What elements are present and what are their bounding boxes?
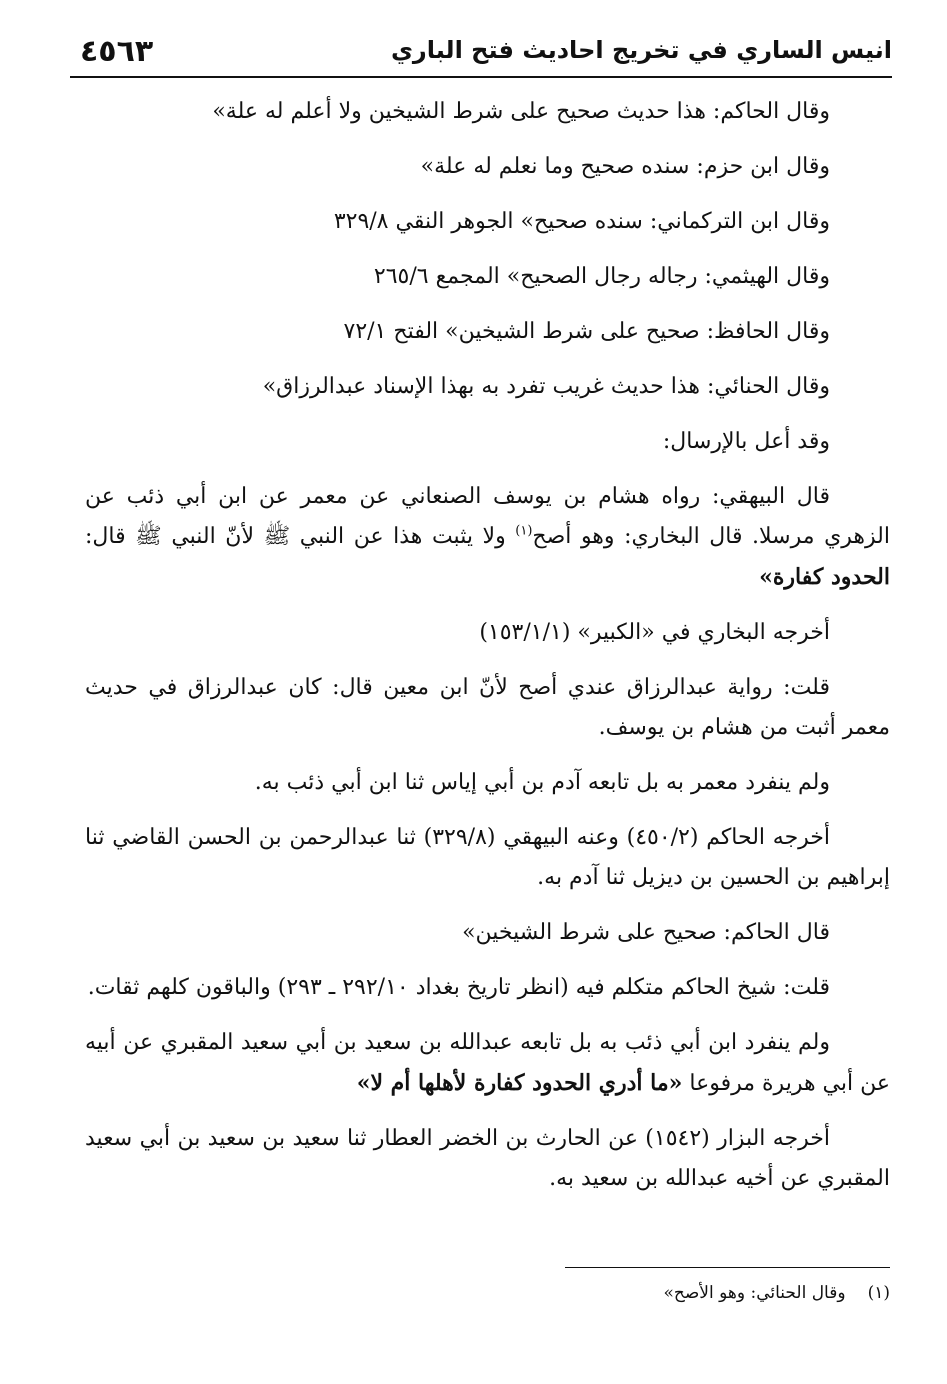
paragraph-text: قال البيهقي: رواه هشام بن يوسف الصنعاني عن معمر عن ابن أبي ذئب عن الزهري مرسلا. قال البخاري: وهو أصح <box>85 484 890 549</box>
paragraph: وقال الحافظ: صحيح على شرط الشيخين» الفتح ٧٢/١ <box>343 319 830 344</box>
paragraph: قلت: شيخ الحاكم متكلم فيه (انظر تاريخ بغداد ٢٩٢/١٠ ـ ٢٩٣) والباقون كلهم ثقات. <box>87 975 830 1000</box>
main-text <box>85 92 890 1214</box>
paragraph-abu-hurayra <box>85 1023 890 1104</box>
paragraph-bukhari <box>85 477 890 598</box>
bold-hadith-text: «ما أدري الحدود كفارة لأهلها أم لا» <box>356 1070 683 1096</box>
footnote-divider <box>565 1267 890 1268</box>
paragraph: وقال ابن التركماني: سنده صحيح» الجوهر النقي ٣٢٩/٨ <box>333 209 830 234</box>
paragraph: وقد أعل بالإرسال: <box>662 429 830 454</box>
bold-hadith-text: الحدود كفارة» <box>759 564 890 590</box>
footnote-number: (١) <box>867 1283 890 1303</box>
page-header <box>70 30 892 78</box>
paragraph: أخرجه البخاري في «الكبير» (١٥٣/١/١) <box>479 620 830 645</box>
paragraph: ولم ينفرد معمر به بل تابعه آدم بن أبي إياس ثنا ابن أبي ذئب به. <box>254 770 830 795</box>
paragraph-text: ولا يثبت هذا عن النبي ﷺ لأنّ النبي ﷺ قال: <box>85 524 516 549</box>
paragraph: وقال الحنائي: هذا حديث غريب تفرد به بهذا الإسناد عبدالرزاق» <box>262 374 830 399</box>
paragraph-text: ولم ينفرد ابن أبي ذئب به بل تابعه عبدالله بن سعيد بن أبي سعيد المقبري عن أبيه عن أبي هريرة مرفوعا <box>85 1030 890 1096</box>
footnote-text: وقال الحنائي: وهو الأصح» <box>663 1283 846 1303</box>
paragraph: وقال الحاكم: هذا حديث صحيح على شرط الشيخين ولا أعلم له علة» <box>212 99 830 124</box>
paragraph: أخرجه الحاكم (٤٥٠/٢) وعنه البيهقي (٣٢٩/٨) ثنا عبدالرحمن بن الحسن القاضي ثنا إبراهيم بن الحسين بن ديزيل ثنا آدم به. <box>85 825 890 890</box>
paragraph: أخرجه البزار (١٥٤٢) عن الحارث بن الخضر العطار ثنا سعيد بن سعيد بن أبي سعيد المقبري عن أخيه عبدالله بن سعيد به. <box>85 1126 890 1191</box>
footnote <box>664 1280 891 1306</box>
paragraph: قلت: رواية عبدالرزاق عندي أصح لأنّ ابن معين قال: كان عبدالرزاق في حديث معمر أثبت من هشام بن يوسف. <box>85 675 890 740</box>
paragraph: وقال ابن حزم: سنده صحيح وما نعلم له علة» <box>420 154 830 179</box>
paragraph: وقال الهيثمي: رجاله رجال الصحيح» المجمع ٢٦٥/٦ <box>373 264 830 289</box>
page-number: ٤٥٦٣ <box>80 34 154 69</box>
paragraph: قال الحاكم: صحيح على شرط الشيخين» <box>462 920 830 945</box>
footnote-marker: (١) <box>515 523 533 539</box>
book-title: انيس الساري في تخريج احاديث فتح الباري <box>390 36 892 64</box>
